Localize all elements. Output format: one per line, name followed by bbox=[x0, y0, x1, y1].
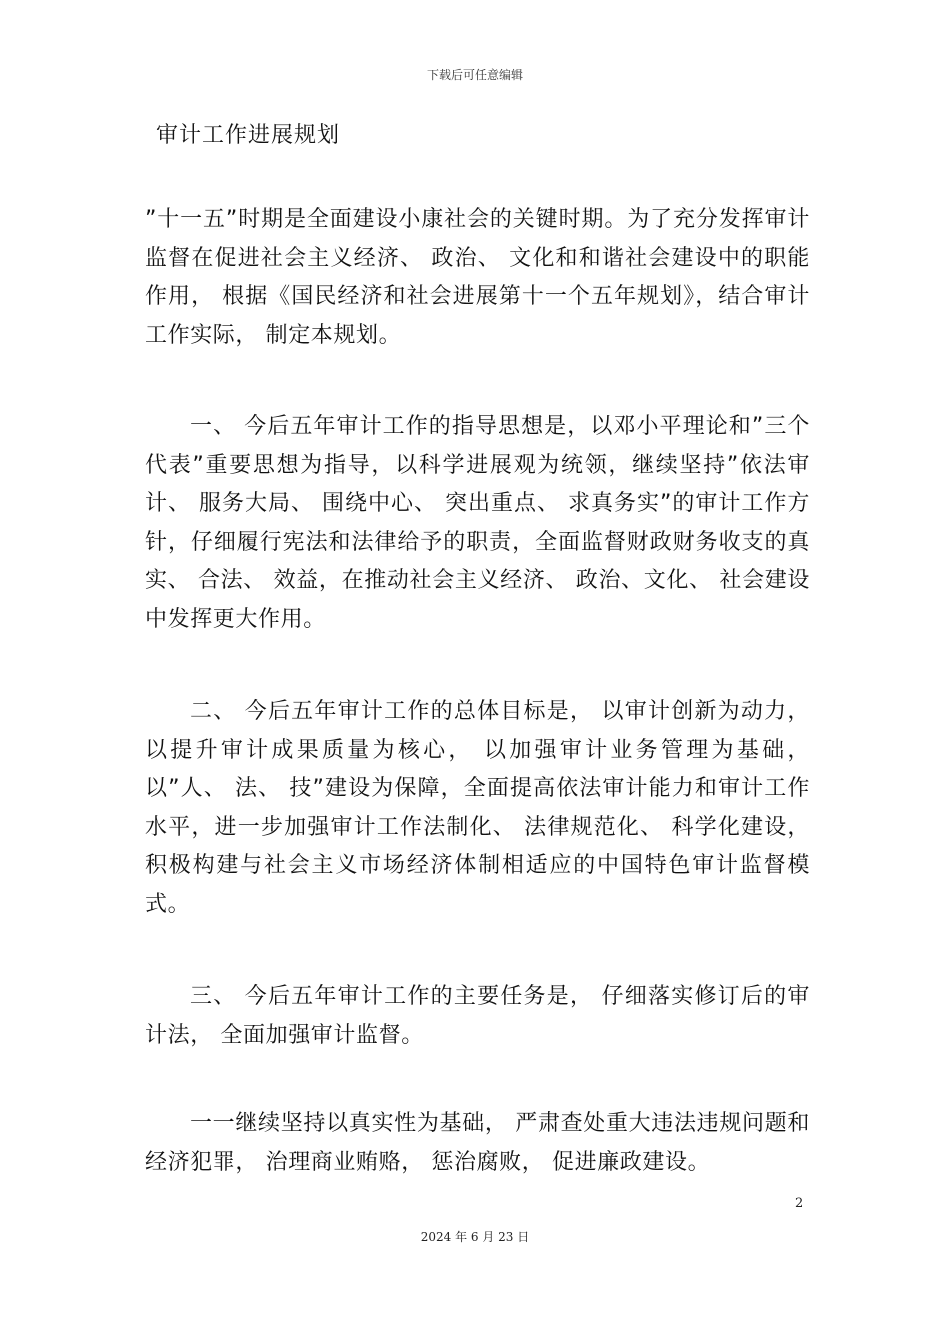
paragraph-overall-goal: 二、 今后五年审计工作的总体目标是， 以审计创新为动力，以提升审计成果质量为核心， 以加强审计业务管理为基础， 以”人、 法、 技”建设为保障，全面提高依法审计能力和审计工作水平，进一步加强审计工作法制化、 法律规范化、 科学化建设，积极构建与社会主义市场经济体制相适应的中国特色审计监督模式。 bbox=[145, 699, 810, 917]
paragraph-main-tasks: 三、 今后五年审计工作的主要任务是， 仔细落实修订后的审计法， 全面加强审计监督。 bbox=[145, 984, 810, 1048]
intro-paragraph: ”十一五”时期是全面建设小康社会的关键时期。为了充分发挥审计监督在促进社会主义经济、 政治、 文化和和谐社会建设中的职能作用， 根据《国民经济和社会进展第十一个五年规划》，结合审计工作实际， 制定本规划。 bbox=[145, 207, 810, 348]
page-number: 2 bbox=[795, 1196, 804, 1211]
document-title: 审计工作进展规划 bbox=[156, 123, 341, 148]
page-header: 下载后可任意编辑 bbox=[426, 68, 523, 82]
paragraph-task-item: 一一继续坚持以真实性为基础， 严肃查处重大违法违规问题和经济犯罪， 治理商业贿赂， 惩治腐败， 促进廉政建设。 bbox=[145, 1111, 810, 1175]
page-footer-date: 2024 年 6 月 23 日 bbox=[420, 1230, 530, 1244]
paragraph-guiding-thought: 一、 今后五年审计工作的指导思想是，以邓小平理论和”三个代表”重要思想为指导，以科学进展观为统领，继续坚持”依法审计、 服务大局、 围绕中心、 突出重点、 求真务实”的审计工作方针，仔细履行宪法和法律给予的职责，全面监督财政财务收支的真实、 合法、 效益，在推动社会主义经济、 政治、文化、 社会建设中发挥更大作用。 bbox=[145, 414, 810, 632]
